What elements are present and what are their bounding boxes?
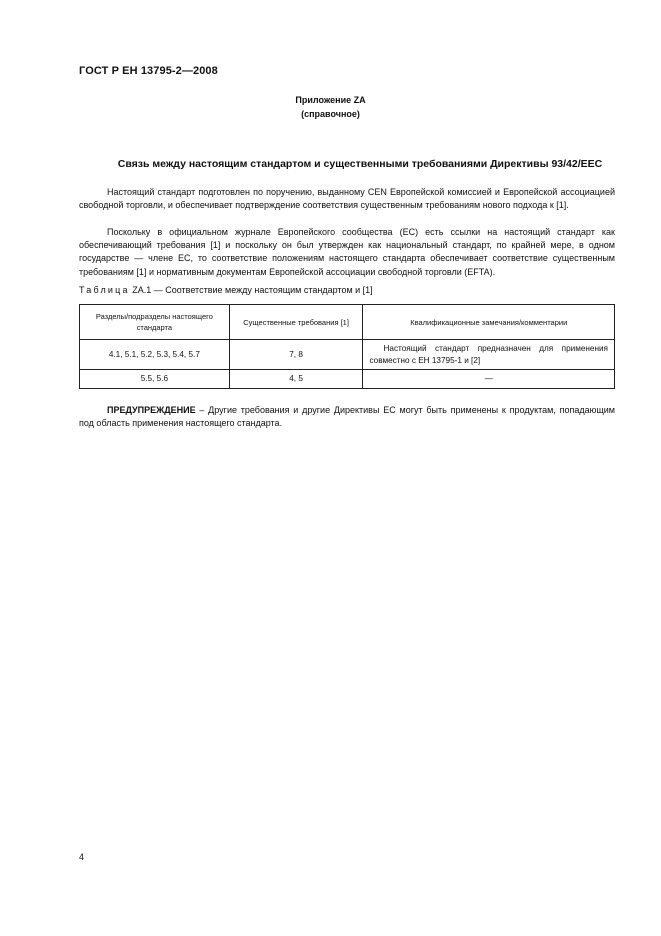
warning-paragraph [79,404,615,430]
cell-requirements: 4, 5 [229,370,363,389]
table-caption [79,285,373,295]
cell-requirements: 7, 8 [229,340,363,370]
warning-label: ПРЕДУПРЕЖДЕНИЕ [107,405,196,415]
header-sections: Разделы/подразделы настоящего стандарта [80,305,230,340]
cell-comment: — [363,370,615,389]
cell-comment: Настоящий стандарт предназначен для применения совместно с ЕН 13795-1 и [2] [363,340,615,370]
table-header-row [80,305,615,340]
section-heading: Связь между настоящим стандартом и существенными требованиями Директивы 93/42/ЕЕС [117,158,603,170]
paragraph-1: Настоящий стандарт подготовлен по поручению, выданному CEN Европейской комиссией и Европейской ассоциацией свободной торговли, и обеспечивает подтверждение соответствия существенным требованиям нового подхода к [1]. [79,187,615,211]
table-row [80,340,615,370]
cell-sections: 5.5, 5.6 [80,370,230,389]
cell-sections: 4.1, 5.1, 5.2, 5.3, 5.4, 5.7 [80,340,230,370]
annex-title: Приложение ZA [295,95,366,105]
annex-subtitle: (справочное) [301,109,360,119]
table-row [80,370,615,389]
page-number: 4 [79,852,85,862]
table-caption-text: ZA.1 — Соответствие между настоящим стандартом и [1] [132,285,373,295]
table-caption-label: Таблица [79,285,130,295]
header-comments: Квалификационные замечания/комментарии [363,305,615,340]
warning-text: – Другие требования и другие Директивы ЕС могут быть применены к продуктам, попадающим под область применения настоящего стандарта. [79,405,615,429]
header-requirements: Существенные требования [1] [229,305,363,340]
document-code: ГОСТ Р ЕН 13795-2—2008 [79,65,218,77]
paragraph-2: Поскольку в официальном журнале Европейского сообщества (ЕС) есть ссылки на настоящий стандарт как обеспечивающий требования [1] и поскольку он был утвержден как национальный стандарт, по крайней мере, в одном государстве — члене ЕС, то соответствие положениям настоящего стандарта обеспечивает соответствие существенным требованиям [1] и нормативным документам Европейской ассоциации свободной торговли (EFTA). [79,227,615,277]
requirements-table [79,304,615,389]
